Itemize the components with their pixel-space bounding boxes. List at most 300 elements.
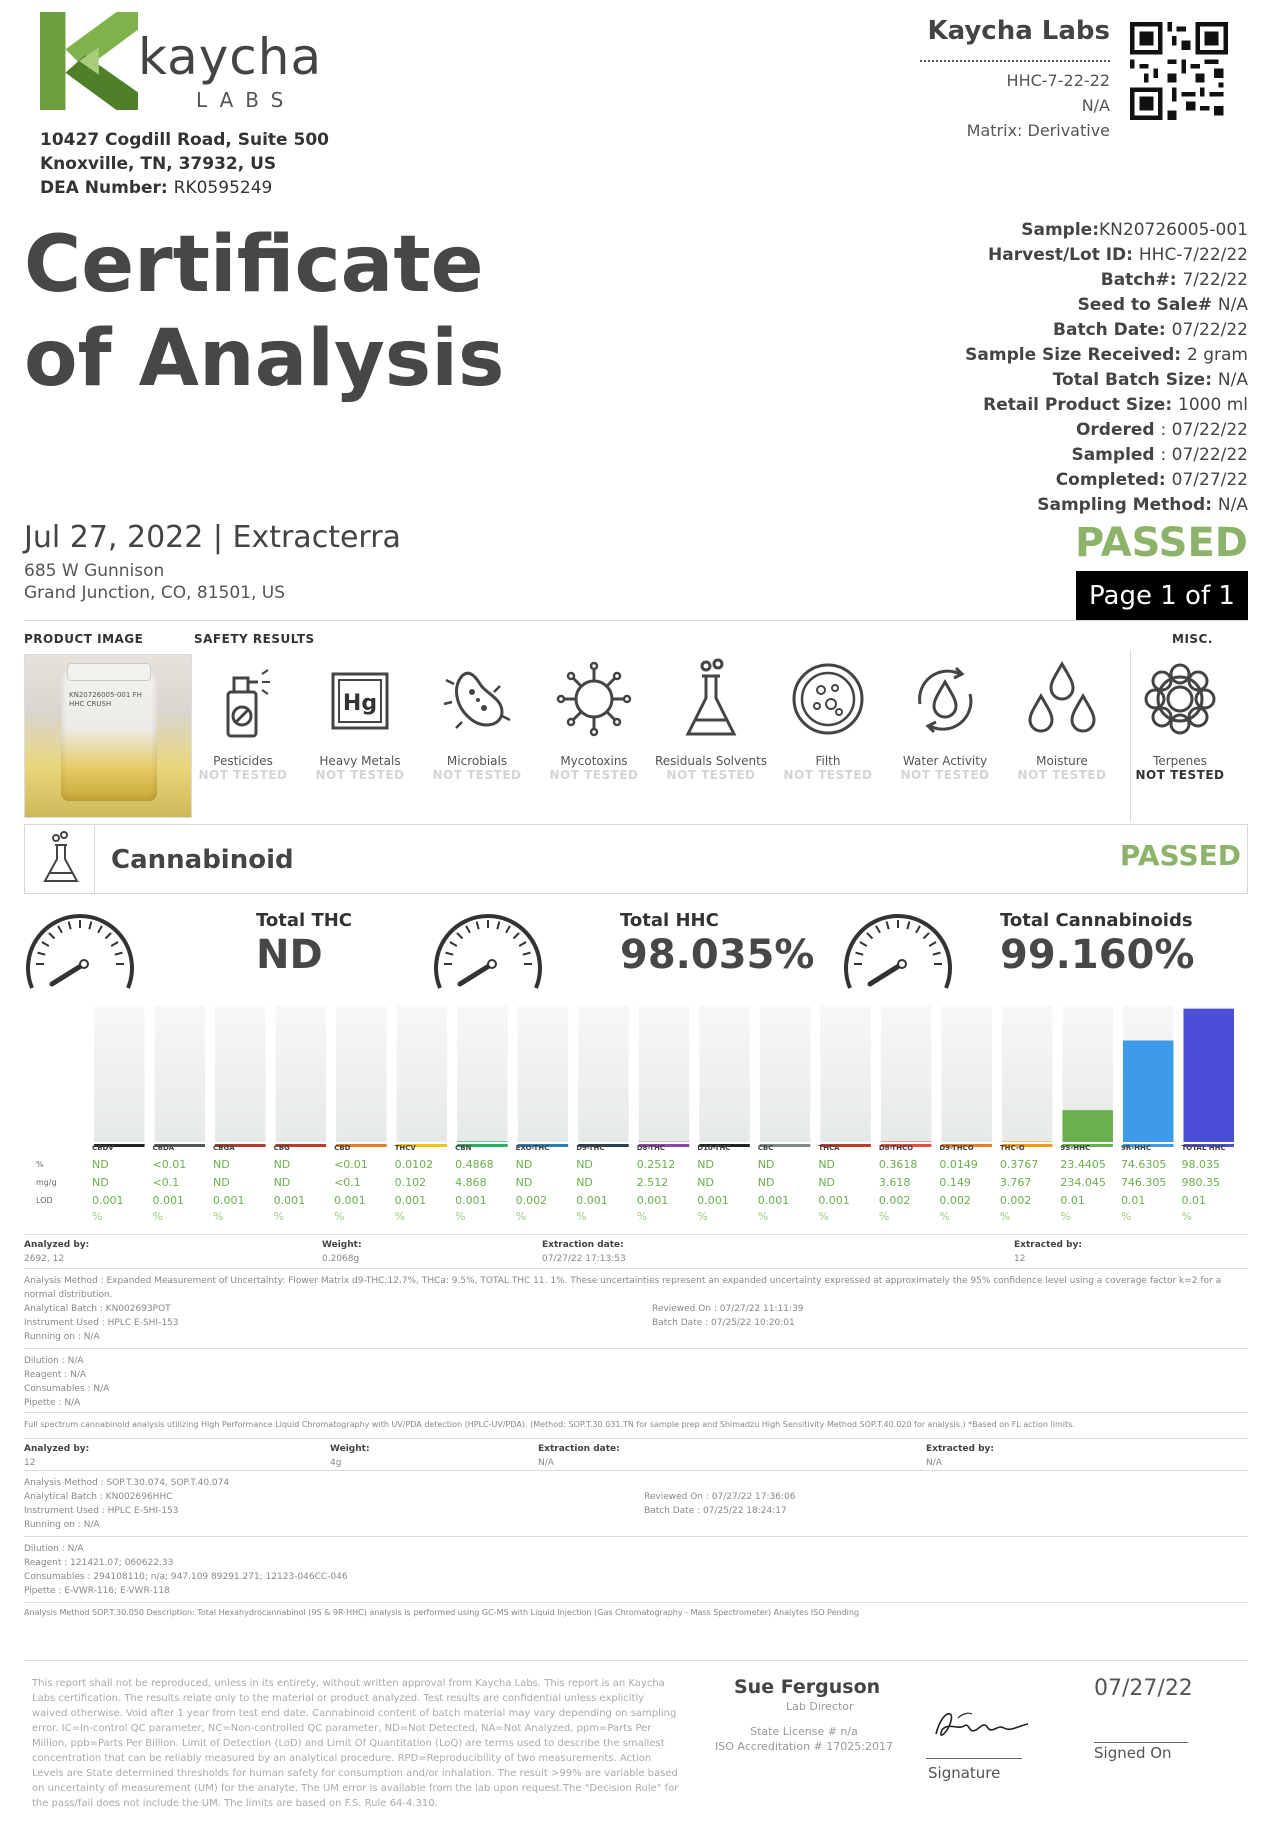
run2-extraction (538, 1442, 620, 1470)
chart-bar-background (941, 1006, 992, 1142)
table-cell: 0.01 (1181, 1194, 1206, 1207)
table-cell: % (999, 1210, 1011, 1223)
table-cell: <0.01 (152, 1158, 187, 1171)
table-cell: 0.001 (576, 1194, 608, 1207)
sample-info-row (965, 443, 1248, 468)
table-cell: 0.149 (939, 1176, 971, 1189)
license-value: N/A (1081, 96, 1110, 115)
pesticide-sprayer-icon (198, 654, 288, 744)
sample-info-key: Sampled (1071, 445, 1161, 465)
table-cell: ND (576, 1158, 593, 1171)
kaycha-logo-icon (40, 12, 138, 110)
safety-item-residuals-solvents (652, 654, 770, 782)
table-cell: % (515, 1210, 527, 1223)
table-cell: % (394, 1210, 406, 1223)
table-cell: ND (92, 1176, 109, 1189)
gauge-icon (24, 910, 136, 1000)
table-cell: <0.1 (334, 1176, 361, 1189)
table-cell: 0.001 (152, 1194, 185, 1207)
run1-reviewed: Reviewed On : 07/27/22 11:11:39 (652, 1304, 804, 1314)
microbe-icon (432, 654, 522, 744)
disclaimer-text: This report shall not be reproduced, unless in its entirety, without written approval from Kaycha Labs. This report is an Kaycha Labs certification. The results relate only to the material or product analyzed. Test results are confidential unless explicitly waived otherwise. Void after 1 year from test end date. Cannabinoid content of batch material may vary depending on sampling error. IC=In-control QC parameter, NC=Non-controlled QC parameter, ND=Not Detected, NA=Not Analyzed, ppm=Parts Per Million, ppb=Parts Per Billion. Limit of Detection (LoD) and Limit Of Quantitation (LoQ) are terms used to describe the smallest concentration that can be reliably measured by an analytical procedure. RPD=Reproducibility of two measurements. Action Levels are State determined thresholds for human safety for consumption and/or inhalation. The result >99% are variable based on uncertainty of measurement (UM) for the analyte. The UM error is available from the lab upon request.The "Decision Rule" for the pass/fail does not include the UM. The limits are based on F.S. Rule 64-4.310. (32, 1678, 679, 1809)
run1-extracted-by-label: Extracted by: (1014, 1240, 1082, 1250)
table-cell: % (334, 1210, 345, 1223)
run1-extraction-value: 07/27/22 17:13:53 (542, 1254, 626, 1264)
sample-info-value: 07/27/22 (1171, 470, 1248, 490)
table-cell: % (636, 1210, 648, 1223)
logo-subtitle: LABS (196, 88, 296, 112)
table-cell: 0.3767 (999, 1158, 1039, 1171)
table-cell: % (697, 1210, 708, 1223)
safety-name: Microbials (446, 754, 508, 768)
sample-info-row (965, 318, 1248, 343)
table-column-header: D8-THCO (878, 1144, 914, 1152)
table-cell: 0.001 (636, 1194, 669, 1207)
table-cell: 0.3618 (878, 1158, 918, 1171)
run2-weight-value: 4g (330, 1458, 342, 1468)
sample-info-value: HHC-7/22/22 (1138, 245, 1248, 265)
chart-bar-background (820, 1006, 871, 1142)
table-cell: % (878, 1210, 890, 1223)
safety-name: Water Activity (902, 754, 988, 768)
chart-bar-background (518, 1006, 569, 1142)
cannabinoid-section-header (24, 824, 1248, 894)
table-cell: 0.4868 (455, 1158, 494, 1171)
sample-info-row (965, 293, 1248, 318)
table-column-header: 9S-HHC (1060, 1144, 1091, 1152)
lab-address (40, 128, 329, 200)
table-row-label: % (36, 1160, 44, 1169)
total-value: 99.160% (1000, 932, 1195, 978)
sample-info-row (965, 218, 1248, 243)
safety-name: Residuals Solvents (654, 754, 768, 768)
run1-analyzed-by-label: Analyzed by: (24, 1240, 90, 1250)
safety-status: NOT TESTED (900, 768, 990, 782)
chart-bar-background (336, 1006, 387, 1142)
jar-label: KN20726005-001 FH HHC CRUSH (69, 691, 142, 708)
sample-info-key: Harvest/Lot ID: (988, 245, 1139, 265)
chart-bar-background (699, 1006, 750, 1142)
table-cell: 23.4405 (1060, 1158, 1106, 1171)
run1-extracted-by (1014, 1238, 1082, 1266)
table-cell: % (576, 1210, 587, 1223)
lab-address-line1: 10427 Cogdill Road, Suite 500 (40, 130, 329, 150)
droplets-icon (1017, 654, 1107, 744)
table-cell: % (757, 1210, 769, 1223)
signatory-name: Sue Ferguson (734, 1676, 881, 1698)
table-cell: % (273, 1210, 285, 1223)
table-cell: % (1181, 1210, 1192, 1223)
product-image-label: PRODUCT IMAGE (24, 632, 144, 646)
run1-reagent: Reagent : N/A (24, 1370, 87, 1380)
flask-icon (25, 825, 95, 893)
safety-item-filth (769, 654, 887, 782)
client-address-line1: 685 W Gunnison (24, 561, 165, 581)
title-line1: Certificate (24, 220, 484, 310)
sample-info-value: : 07/22/22 (1160, 420, 1248, 440)
total-label: Total THC (256, 910, 352, 931)
chart-bar-background (215, 1006, 266, 1142)
safety-status: NOT TESTED (783, 768, 873, 782)
iso-accreditation: ISO Accreditation # 17025:2017 (715, 1740, 893, 1753)
sample-info-row (965, 468, 1248, 493)
divider (24, 1412, 1248, 1413)
sample-info-value: 2 gram (1187, 345, 1248, 365)
table-cell: ND (92, 1158, 109, 1171)
table-cell: 0.002 (878, 1194, 911, 1207)
sample-info-key: Batch Date: (1053, 320, 1172, 340)
chart-bar (1183, 1009, 1234, 1142)
table-column-header: D9-THCO (939, 1144, 974, 1152)
run1-weight-value: 0.2068g (322, 1254, 360, 1264)
chart-bar (1123, 1041, 1174, 1142)
safety-item-water-activity (886, 654, 1004, 782)
table-cell: 0.001 (213, 1194, 245, 1207)
sample-info-value: 7/22/22 (1182, 270, 1248, 290)
client-address (24, 560, 285, 604)
table-cell: ND (697, 1176, 714, 1189)
sample-info-key: Completed: (1055, 470, 1172, 490)
run1-analyzed-by-value: 2692, 12 (24, 1254, 65, 1264)
sample-info-value: 1000 ml (1178, 395, 1248, 415)
table-cell: 0.002 (939, 1194, 971, 1207)
run1-method: Analysis Method : Expanded Measurement of Uncertainty: Flower Matrix d9-THC:12.7%, THCa: 9.5%, TOTAL THC 11. 1%. These uncertainties represent an expanded uncertainty expressed at approximately the 95% confidence level using a coverage factor k=2 for a normal distribution. (24, 1276, 1222, 1300)
safety-item-moisture (1003, 654, 1121, 782)
divider (24, 1348, 1248, 1349)
safety-status: NOT TESTED (1017, 768, 1107, 782)
run2-extracted-by-value: N/A (926, 1458, 942, 1468)
run2-weight (330, 1442, 370, 1470)
sample-info-row (965, 418, 1248, 443)
client-date-name: Jul 27, 2022 | Extracterra (24, 520, 401, 555)
divider (24, 1438, 1248, 1439)
table-cell: ND (515, 1176, 533, 1189)
table-cell: ND (818, 1158, 836, 1171)
table-cell: ND (757, 1158, 775, 1171)
chart-bar-background (881, 1006, 932, 1142)
table-cell: ND (576, 1176, 593, 1189)
petri-dish-icon (783, 654, 873, 744)
chart-bar-background (578, 1006, 629, 1142)
matrix-value: Matrix: Derivative (966, 121, 1110, 140)
table-cell: % (939, 1210, 950, 1223)
run1-extraction (542, 1238, 626, 1266)
signatory-role: Lab Director (786, 1700, 854, 1713)
table-column-header: THCA (818, 1144, 840, 1152)
sample-info-row (965, 368, 1248, 393)
cannabinoid-results-table (24, 1140, 1248, 1224)
table-column-header: CBDA (152, 1144, 175, 1152)
run1-running: Running on : N/A (24, 1332, 100, 1342)
chart-bar-background (94, 1006, 145, 1142)
chart-bar-background (1002, 1006, 1053, 1142)
water-cycle-icon (900, 654, 990, 744)
table-cell: 0.102 (394, 1176, 427, 1189)
lab-name: Kaycha Labs (927, 16, 1110, 46)
run2-analyzed-by-value: 12 (24, 1458, 36, 1468)
table-cell: 0.0149 (939, 1158, 978, 1171)
run2-method: Analysis Method : SOP.T.30.074, SOP.T.40.074 (24, 1478, 230, 1488)
run2-extraction-label: Extraction date: (538, 1444, 620, 1454)
signatory-license (714, 1724, 894, 1754)
sample-info-key: Total Batch Size: (1052, 370, 1218, 390)
run2-note: Analysis Method SOP.T.30.050 Description: Total Hexahydrocannabinol (9S & 9R-HHC) analysis is performed using GC-MS with Liquid Injection (Gas Chromatography - Mass Spectrometer) Analytes ISO Pending (24, 1608, 860, 1617)
title-line2: of Analysis (24, 314, 505, 404)
table-cell: 0.001 (455, 1194, 487, 1207)
table-column-header: CBDV (92, 1144, 114, 1152)
sample-info-key: Retail Product Size: (983, 395, 1179, 415)
misc-divider (1130, 650, 1131, 822)
sample-info (965, 218, 1248, 518)
table-column-header: TOTAL HHC (1181, 1144, 1226, 1152)
sample-info-value: : 07/22/22 (1160, 445, 1248, 465)
table-row-label: LOD (36, 1196, 53, 1205)
dea-value: RK0595249 (173, 178, 273, 198)
table-cell: 3.618 (878, 1176, 911, 1189)
sample-info-key: Batch#: (1100, 270, 1183, 290)
safety-item-mycotoxins (535, 654, 653, 782)
table-cell: 0.01 (1120, 1194, 1146, 1207)
chart-bar-background (276, 1006, 327, 1142)
table-cell: 0.002 (515, 1194, 548, 1207)
safety-status: NOT TESTED (315, 768, 405, 782)
safety-results-label: SAFETY RESULTS (194, 632, 315, 646)
safety-item-terpenes (1121, 654, 1239, 782)
table-cell: 980.35 (1181, 1176, 1220, 1189)
table-cell: ND (213, 1176, 230, 1189)
table-cell: ND (697, 1158, 714, 1171)
safety-status: NOT TESTED (549, 768, 639, 782)
cannabinoid-status-badge: PASSED (1119, 839, 1241, 872)
divider (24, 1536, 1248, 1537)
table-cell: 0.001 (757, 1194, 790, 1207)
table-cell: % (455, 1210, 466, 1223)
table-cell: 74.6305 (1120, 1158, 1167, 1171)
chart-bar-background (760, 1006, 811, 1142)
chart-bar-background (457, 1006, 508, 1142)
safety-status: NOT TESTED (432, 768, 522, 782)
table-column-header: D9-THC (576, 1144, 605, 1152)
run2-extracted-by (926, 1442, 994, 1470)
run2-reagent: Reagent : 121421.07; 060622.33 (24, 1558, 174, 1568)
run2-analyzed-by (24, 1442, 89, 1470)
cannabinoid-icon-box (25, 825, 95, 893)
table-column-header: CBG (273, 1144, 290, 1152)
sample-info-key: Ordered (1075, 420, 1161, 440)
chart-bar-background (639, 1006, 690, 1142)
signed-on-line (1094, 1742, 1188, 1743)
product-jar (61, 669, 157, 801)
gauge-icon (432, 910, 544, 1000)
run1-instrument: Instrument Used : HPLC E-SHI-153 (24, 1318, 179, 1328)
overall-status-badge: PASSED (1075, 520, 1248, 566)
run2-dilution: Dilution : N/A (24, 1544, 84, 1554)
chart-bar-background (397, 1006, 448, 1142)
run1-note: Full spectrum cannabinoid analysis utilizing High Performance Liquid Chromatography with UV/PDA detection (HPLC-UV/PDA). (Method: SOP.T.30.031.TN for sample prep and Shimadzu High Sensitivity Method SOP.T.40.020 for analysis.) *Based on FL action limits. (24, 1420, 1075, 1429)
divider (24, 1234, 1248, 1235)
table-cell: 3.767 (999, 1176, 1032, 1189)
table-cell: % (92, 1210, 103, 1223)
total-value: ND (256, 932, 323, 978)
svg-text:Hg: Hg (342, 691, 378, 716)
signed-on-caption: Signed On (1094, 1744, 1172, 1762)
safety-item-pesticides (184, 654, 302, 782)
handwritten-signature (928, 1700, 1038, 1750)
run2-extraction-value: N/A (538, 1458, 554, 1468)
table-cell: 2.512 (636, 1176, 669, 1189)
sample-info-row (965, 343, 1248, 368)
misc-label: MISC. (1172, 632, 1213, 646)
table-cell: 746.305 (1120, 1176, 1167, 1189)
sample-info-key: Seed to Sale# (1077, 295, 1218, 315)
chart-bar (1062, 1110, 1113, 1142)
sample-info-row (965, 243, 1248, 268)
safety-name: Heavy Metals (319, 754, 401, 768)
flower-icon (1135, 654, 1225, 744)
table-column-header: D8-THC (636, 1144, 666, 1152)
table-column-header: D10-THC (697, 1144, 731, 1152)
table-cell: 234.045 (1060, 1176, 1106, 1189)
run2-running: Running on : N/A (24, 1520, 100, 1530)
divider (24, 1268, 1248, 1269)
dea-number (40, 176, 329, 200)
sample-info-value: N/A (1217, 495, 1248, 515)
safety-status: NOT TESTED (1135, 768, 1225, 782)
table-column-header: CBN (455, 1144, 472, 1152)
table-cell: 0.001 (273, 1194, 306, 1207)
table-column-header: THCV (394, 1144, 416, 1152)
table-column-header: 9R-HHC (1120, 1144, 1151, 1152)
table-cell: <0.1 (152, 1176, 180, 1189)
safety-item-microbials (418, 654, 536, 782)
total-label: Total HHC (620, 910, 719, 931)
total-value: 98.035% (620, 932, 815, 978)
table-cell: % (213, 1210, 224, 1223)
safety-name: Moisture (1036, 754, 1088, 768)
safety-status: NOT TESTED (666, 768, 756, 782)
logo-wordmark: kaycha (138, 28, 323, 86)
divider (24, 1470, 1248, 1471)
table-cell: 0.001 (818, 1194, 850, 1207)
run2-consumables: Consumables : 294108110; n/a; 947.109 89291.271; 12123-046CC-046 (24, 1572, 348, 1582)
table-column-header: CBGA (213, 1144, 235, 1152)
sample-info-value: N/A (1217, 370, 1248, 390)
table-cell: % (152, 1210, 163, 1223)
run2-batch: Analytical Batch : KN002696HHC (24, 1492, 173, 1502)
safety-status: NOT TESTED (198, 768, 288, 782)
client-address-line2: Grand Junction, CO, 81501, US (24, 583, 286, 603)
table-cell: 0.001 (334, 1194, 366, 1207)
table-cell: % (818, 1210, 829, 1223)
product-code: HHC-7-22-22 (1006, 71, 1110, 90)
table-cell: ND (757, 1176, 775, 1189)
run1-analyzed-by (24, 1238, 89, 1266)
divider (24, 1660, 1248, 1661)
cannabinoid-title: Cannabinoid (111, 845, 294, 875)
table-cell: ND (818, 1176, 836, 1189)
table-column-header: EXO-THC (515, 1144, 550, 1152)
sample-info-row (965, 268, 1248, 293)
run1-batch: Analytical Batch : KN002693POT (24, 1304, 171, 1314)
dea-label: DEA Number: (40, 178, 168, 198)
flask-icon (666, 654, 756, 744)
run2-pipette: Pipette : E-VWR-116; E-VWR-118 (24, 1586, 170, 1596)
sample-info-row (965, 493, 1248, 518)
run1-batch-date: Batch Date : 07/25/22 10:20:01 (652, 1318, 795, 1328)
run2-reviewed: Reviewed On : 07/27/22 17:36:06 (644, 1492, 796, 1502)
run2-instrument: Instrument Used : HPLC E-SHI-153 (24, 1506, 179, 1516)
chart-bar-background (155, 1006, 206, 1142)
virus-icon (549, 654, 639, 744)
table-cell: % (1120, 1210, 1132, 1223)
header-divider (24, 620, 1248, 621)
gauge-icon (842, 910, 954, 1000)
total-label: Total Cannabinoids (1000, 910, 1193, 931)
sample-info-value: N/A (1217, 295, 1248, 315)
qr-code-icon[interactable] (1130, 22, 1228, 120)
table-cell: <0.01 (334, 1158, 368, 1171)
safety-item-heavy-metals (301, 654, 419, 782)
run1-extraction-label: Extraction date: (542, 1240, 624, 1250)
cannabinoid-bar-chart (92, 1002, 1242, 1148)
run2-extracted-by-label: Extracted by: (926, 1444, 994, 1454)
lab-meta (967, 68, 1110, 143)
product-image (24, 654, 192, 818)
run1-dilution: Dilution : N/A (24, 1356, 84, 1366)
signed-date: 07/27/22 (1094, 1676, 1193, 1701)
safety-name: Pesticides (213, 754, 273, 768)
table-cell: ND (273, 1158, 291, 1171)
table-cell: 0.002 (999, 1194, 1032, 1207)
table-cell: ND (273, 1176, 291, 1189)
table-cell: 0.01 (1060, 1194, 1085, 1207)
sample-info-row (965, 393, 1248, 418)
run1-extracted-by-value: 12 (1014, 1254, 1026, 1264)
sample-info-key: Sample: (1021, 220, 1100, 240)
table-column-header: THC-O (999, 1144, 1025, 1152)
table-cell: % (1060, 1210, 1071, 1223)
run1-consumables: Consumables : N/A (24, 1384, 110, 1394)
run2-batch-date: Batch Date : 07/25/22 18:24:17 (644, 1506, 787, 1516)
table-cell: 0.2512 (636, 1158, 676, 1171)
run2-analyzed-by-label: Analyzed by: (24, 1444, 90, 1454)
lab-address-line2: Knoxville, TN, 37932, US (40, 154, 277, 174)
table-column-header: CBD (334, 1144, 351, 1152)
divider (24, 1602, 1248, 1603)
signature-caption: Signature (928, 1764, 1001, 1782)
table-cell: 0.001 (92, 1194, 124, 1207)
table-cell: 0.0102 (394, 1158, 434, 1171)
safety-name: Terpenes (1153, 754, 1207, 768)
run1-pipette: Pipette : N/A (24, 1398, 81, 1408)
page-title (24, 218, 504, 406)
table-cell: 0.001 (394, 1194, 427, 1207)
safety-name: Mycotoxins (560, 754, 628, 768)
sample-info-value: 07/22/22 (1171, 320, 1248, 340)
run1-weight (322, 1238, 362, 1266)
safety-name: Filth (815, 754, 841, 768)
sample-info-key: Sampling Method: (1037, 495, 1218, 515)
run2-weight-label: Weight: (330, 1444, 370, 1454)
signature-line (926, 1758, 1022, 1759)
run1-weight-label: Weight: (322, 1240, 362, 1250)
lab-dotted-divider (920, 60, 1110, 62)
table-column-header: CBC (757, 1144, 774, 1152)
page-indicator: Page 1 of 1 (1076, 571, 1248, 621)
table-cell: 0.001 (697, 1194, 729, 1207)
sample-info-key: Sample Size Received: (965, 345, 1188, 365)
heavy-metals-hg-icon (315, 654, 405, 744)
